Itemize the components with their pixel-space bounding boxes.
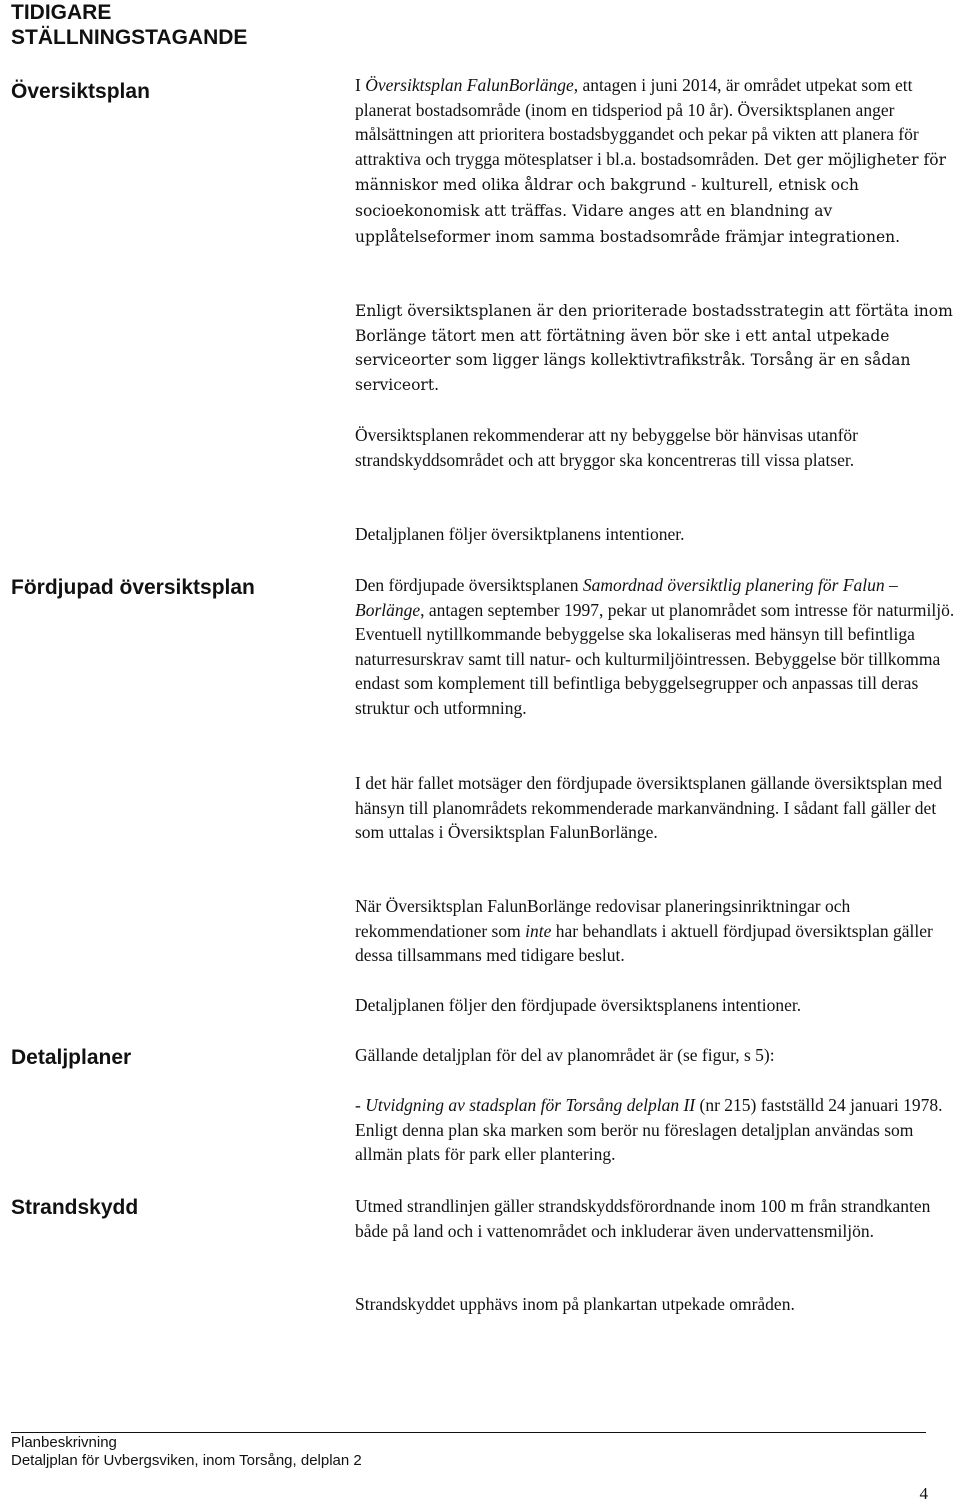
op-p1-text-a: I [355,75,366,95]
document-title [11,0,247,50]
detaljplaner-paragraph-2 [355,1093,955,1167]
footer-divider [11,1432,926,1433]
heading-detaljplaner: Detaljplaner [11,1046,132,1069]
page-number: 4 [919,1484,928,1503]
op-p1-text-c: Det ger möjligheter för människor med olika åldrar och bakgrund - kulturell, etnisk och socioekonomisk att träffas. Vidare anges att en blandning av upplåtelseformer inom samma bostadsområde främjar integrationen. [355,150,947,246]
op-p1-italic: Översiktsplan FalunBorlänge [365,75,574,95]
op-p1-text-b: , antagen i juni 2014, är området utpekat som ett planerat bostadsområde (inom en tidsperiod på 10 år). Översiktsplanen anger målsättningen att prioritera bostadsbyggandet och pekar på vikten att planera för attraktiva och trygga mötesplatser i bl.a. bostadsområden. [355,75,919,169]
fop-p3-italic: inte [525,920,552,941]
oversiktsplan-paragraph-4: Detaljplanen följer översiktplanens intentioner. [355,524,685,544]
detaljplaner-paragraph-1: Gällande detaljplan för del av planområdet är (se figur, s 5): [355,1045,775,1065]
fop-p3-text-a: När Översiktsplan FalunBorlänge redovisar planeringsinriktningar och rekommendationer som [355,896,851,941]
dp-p2-text-b: (nr 215) fastställd 24 januari 1978. Enligt denna plan ska marken som berör nu föreslagen detaljplan användas som allmän plats för park eller plantering. [355,1095,943,1165]
strandskydd-paragraph-1: Utmed strandlinjen gäller strandskyddsförordnande inom 100 m från strandkanten både på land och i vattenområdet och inkluderar även undervattensmiljön. [355,1196,931,1241]
title-line-2: STÄLLNINGSTAGANDE [11,26,248,49]
heading-fordjupad-oversiktsplan: Fördjupad översiktsplan [11,576,255,599]
strandskydd-paragraph-2: Strandskyddet upphävs inom på plankartan utpekade områden. [355,1294,795,1314]
fop-p3-text-b: har behandlats i aktuell fördjupad översiktsplan gäller dessa tillsammans med tidigare beslut. [355,920,933,966]
fordjupad-paragraph-4: Detaljplanen följer den fördjupade översiktsplanens intentioner. [355,995,802,1015]
fop-p1-text-a: Den fördjupade översiktsplanen [355,575,583,595]
fop-p1-italic: Samordnad översiktlig planering för Falun – Borlänge [355,575,898,620]
oversiktsplan-paragraph-3: Översiktsplanen rekommenderar att ny bebyggelse bör hänvisas utanför strandskyddsområdet och att bryggor ska koncentreras till vissa platser. [355,425,858,470]
dp-p2-text-a: - [355,1095,366,1115]
fop-p1-text-b: , antagen september 1997, pekar ut planområdet som intresse för naturmiljö. Eventuell nytillkommande bebyggelse ska lokaliseras med hänsyn till befintliga naturresurskrav samt till natur- och kulturmiljöintressen. Bebyggelse bör tillkomma endast som komplement till befintliga bebyggelsegrupper och anpassas till deras struktur och utformning. [355,599,955,718]
heading-oversiktsplan: Översiktsplan [11,80,150,103]
fordjupad-paragraph-1 [355,573,955,721]
oversiktsplan-paragraph-2: Enligt översiktsplanen är den prioriterade bostadsstrategin att förtäta inom Borlänge tätort men att förtätning även bör ske i ett antal utpekade serviceorter som ligger längs kollektivtrafikstråk. Torsång är en sådan serviceort. [355,302,953,394]
fordjupad-paragraph-2: I det här fallet motsäger den fördjupade översiktsplanen gällande översiktsplan med hänsyn till planområdets rekommenderade markanvändning. I sådant fall gäller det som uttalas i Översiktsplan FalunBorlänge. [355,773,943,843]
heading-strandskydd: Strandskydd [11,1196,139,1219]
title-line-1: TIDIGARE [11,1,112,24]
oversiktsplan-paragraph-1 [355,73,955,249]
footer-document-type: Planbeskrivning [11,1434,117,1451]
fordjupad-paragraph-3 [355,894,955,968]
dp-p2-italic: Utvidgning av stadsplan för Torsång delplan II [365,1095,696,1115]
footer-plan-name: Detaljplan för Uvbergsviken, inom Torsång, delplan 2 [11,1452,362,1469]
